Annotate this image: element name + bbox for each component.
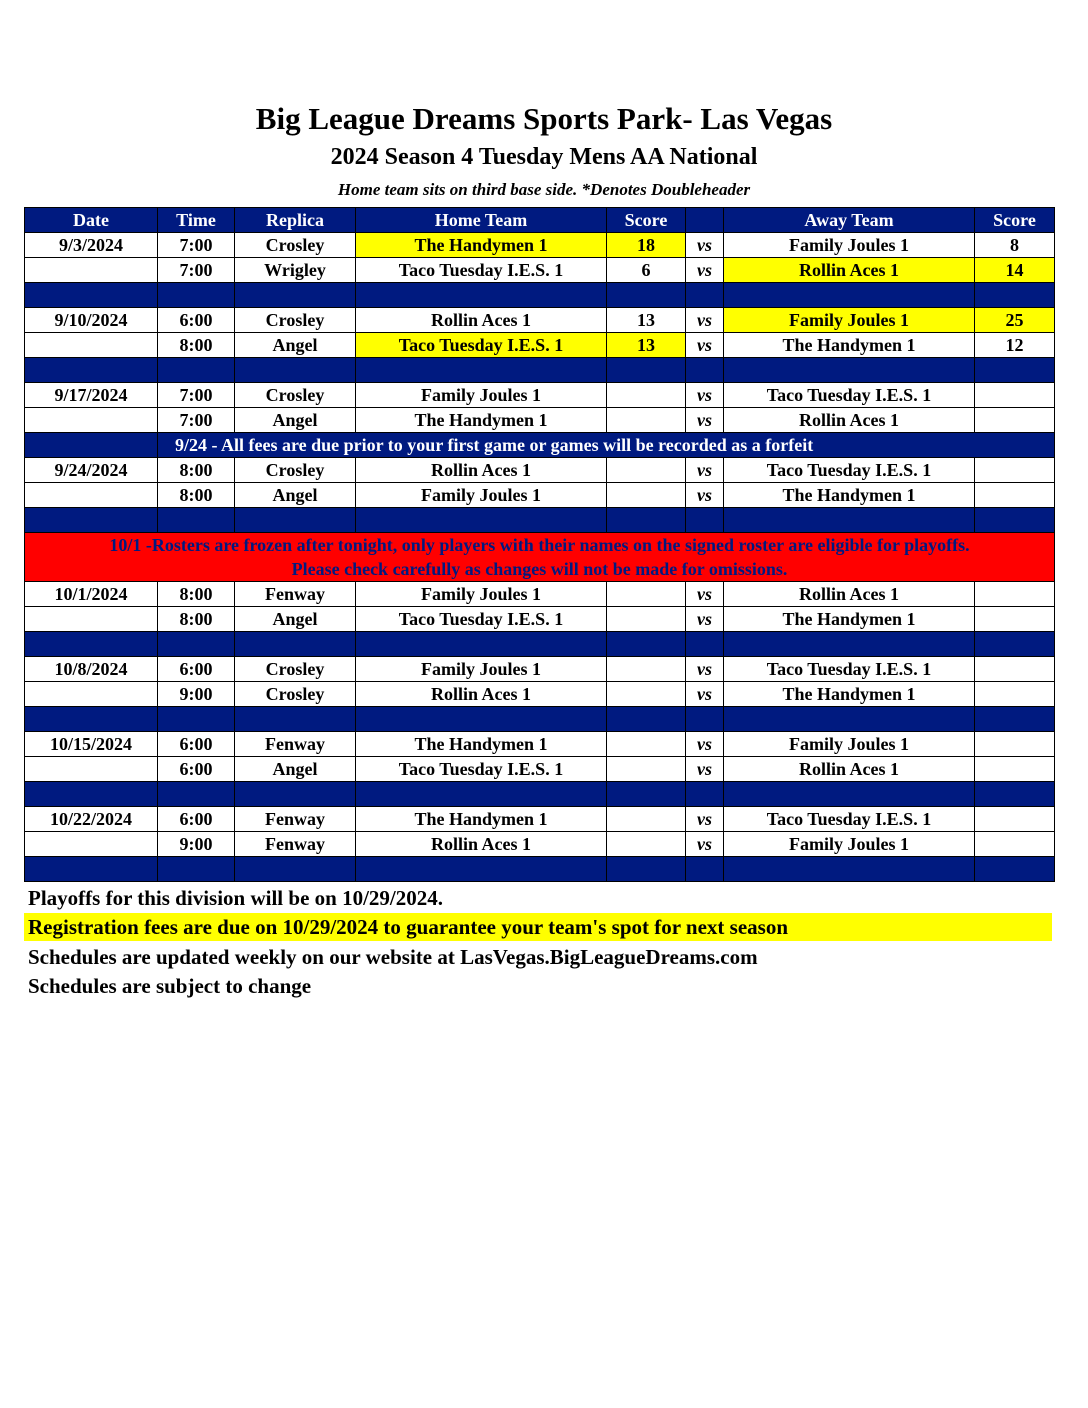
home-team-cell: Taco Tuesday I.E.S. 1 [356, 258, 607, 283]
vs-cell: vs [686, 807, 724, 832]
home-team-cell: Family Joules 1 [356, 383, 607, 408]
vs-cell: vs [686, 383, 724, 408]
table-row [25, 458, 1055, 483]
home-score-cell [607, 732, 686, 757]
separator-cell [25, 632, 158, 657]
away-score-cell: 25 [975, 308, 1055, 333]
replica-cell: Angel [235, 757, 356, 782]
table-row [25, 483, 1055, 508]
time-cell: 7:00 [158, 233, 235, 258]
separator-cell [724, 283, 975, 308]
separator-cell [158, 358, 235, 383]
home-score-cell [607, 682, 686, 707]
separator-cell [975, 782, 1055, 807]
date-cell: 10/22/2024 [25, 807, 158, 832]
away-team-cell: The Handymen 1 [724, 607, 975, 632]
date-cell [25, 832, 158, 857]
separator-cell [686, 508, 724, 533]
separator-cell [607, 782, 686, 807]
replica-cell: Fenway [235, 807, 356, 832]
table-row [25, 657, 1055, 682]
home-team-cell: The Handymen 1 [356, 233, 607, 258]
replica-cell: Crosley [235, 233, 356, 258]
schedule-table [24, 207, 1055, 882]
date-cell: 9/3/2024 [25, 233, 158, 258]
separator-cell [607, 632, 686, 657]
page-title: Big League Dreams Sports Park- Las Vegas [255, 101, 833, 136]
separator-cell [25, 508, 158, 533]
away-team-cell: Family Joules 1 [724, 308, 975, 333]
separator-cell [686, 632, 724, 657]
date-cell: 10/1/2024 [25, 582, 158, 607]
table-row [25, 233, 1055, 258]
replica-cell: Fenway [235, 732, 356, 757]
separator-cell [686, 857, 724, 882]
table-row [25, 757, 1055, 782]
time-cell: 8:00 [158, 333, 235, 358]
away-team-cell: The Handymen 1 [724, 483, 975, 508]
replica-cell: Crosley [235, 308, 356, 333]
separator-cell [25, 283, 158, 308]
away-team-cell: Rollin Aces 1 [724, 408, 975, 433]
separator-row [25, 632, 1055, 657]
vs-cell: vs [686, 657, 724, 682]
separator-cell [235, 857, 356, 882]
separator-cell [25, 358, 158, 383]
separator-cell [235, 782, 356, 807]
table-row [25, 832, 1055, 857]
roster-alert-text: 10/1 -Rosters are frozen after tonight, only players with their names on the signed roster are eligible for playoffs. [25, 533, 1055, 558]
separator-row [25, 283, 1055, 308]
home-score-cell: 13 [607, 308, 686, 333]
vs-cell: vs [686, 308, 724, 333]
replica-cell: Crosley [235, 383, 356, 408]
separator-cell [607, 358, 686, 383]
separator-cell [158, 632, 235, 657]
table-row [25, 607, 1055, 632]
replica-cell: Crosley [235, 458, 356, 483]
roster-alert-text: Please check carefully as changes will not be made for omissions. [25, 557, 1055, 582]
home-score-cell [607, 607, 686, 632]
separator-cell [724, 782, 975, 807]
separator-cell [25, 782, 158, 807]
separator-cell [686, 707, 724, 732]
away-score-cell [975, 607, 1055, 632]
home-score-cell [607, 657, 686, 682]
away-team-cell: Taco Tuesday I.E.S. 1 [724, 458, 975, 483]
away-team-cell: The Handymen 1 [724, 333, 975, 358]
table-row [25, 408, 1055, 433]
time-cell: 9:00 [158, 682, 235, 707]
separator-cell [356, 358, 607, 383]
registration-note: Registration fees are due on 10/29/2024 to guarantee your team's spot for next season [24, 913, 1052, 941]
vs-cell: vs [686, 483, 724, 508]
separator-cell [686, 283, 724, 308]
roster-alert-row [25, 557, 1055, 582]
vs-cell: vs [686, 607, 724, 632]
away-team-cell: Taco Tuesday I.E.S. 1 [724, 807, 975, 832]
away-score-cell [975, 458, 1055, 483]
away-team-cell: Taco Tuesday I.E.S. 1 [724, 383, 975, 408]
date-cell [25, 607, 158, 632]
separator-cell [724, 857, 975, 882]
home-team-cell: Rollin Aces 1 [356, 832, 607, 857]
away-team-cell: Family Joules 1 [724, 732, 975, 757]
time-cell: 6:00 [158, 757, 235, 782]
separator-cell [975, 283, 1055, 308]
schedule-body [25, 233, 1055, 882]
home-team-cell: Taco Tuesday I.E.S. 1 [356, 757, 607, 782]
date-cell: 10/15/2024 [25, 732, 158, 757]
home-team-cell: The Handymen 1 [356, 807, 607, 832]
separator-cell [158, 707, 235, 732]
replica-cell: Angel [235, 483, 356, 508]
home-team-cell: The Handymen 1 [356, 408, 607, 433]
home-team-cell: Rollin Aces 1 [356, 458, 607, 483]
home-team-cell: The Handymen 1 [356, 732, 607, 757]
home-score-cell [607, 483, 686, 508]
time-cell: 9:00 [158, 832, 235, 857]
separator-cell [975, 508, 1055, 533]
separator-cell [975, 707, 1055, 732]
table-header-row [25, 208, 1055, 233]
time-cell: 6:00 [158, 732, 235, 757]
separator-cell [25, 707, 158, 732]
home-team-cell: Taco Tuesday I.E.S. 1 [356, 607, 607, 632]
away-score-cell [975, 682, 1055, 707]
home-score-cell: 18 [607, 233, 686, 258]
table-row [25, 682, 1055, 707]
col-header-away-team: Away Team [724, 208, 975, 233]
separator-cell [235, 707, 356, 732]
separator-cell [235, 632, 356, 657]
separator-row [25, 857, 1055, 882]
separator-row [25, 508, 1055, 533]
away-team-cell: The Handymen 1 [724, 682, 975, 707]
separator-cell [235, 358, 356, 383]
time-cell: 7:00 [158, 383, 235, 408]
away-score-cell [975, 408, 1055, 433]
time-cell: 8:00 [158, 582, 235, 607]
vs-cell: vs [686, 233, 724, 258]
col-header-away-score: Score [975, 208, 1055, 233]
table-row [25, 333, 1055, 358]
home-score-cell [607, 807, 686, 832]
separator-cell [724, 707, 975, 732]
separator-cell [356, 632, 607, 657]
col-header-time: Time [158, 208, 235, 233]
away-score-cell [975, 732, 1055, 757]
fees-notice-text: 9/24 - All fees are due prior to your first game or games will be recorded as a forfeit [158, 433, 1055, 458]
page-note: Home team sits on third base side. *Denotes Doubleheader [337, 180, 751, 199]
home-team-cell: Taco Tuesday I.E.S. 1 [356, 333, 607, 358]
date-cell [25, 258, 158, 283]
date-cell: 9/24/2024 [25, 458, 158, 483]
separator-row [25, 782, 1055, 807]
table-row [25, 258, 1055, 283]
replica-cell: Angel [235, 333, 356, 358]
date-cell [25, 682, 158, 707]
replica-cell: Crosley [235, 657, 356, 682]
vs-cell: vs [686, 732, 724, 757]
home-team-cell: Family Joules 1 [356, 483, 607, 508]
replica-cell: Angel [235, 408, 356, 433]
table-row [25, 807, 1055, 832]
replica-cell: Angel [235, 607, 356, 632]
vs-cell: vs [686, 682, 724, 707]
col-header-replica: Replica [235, 208, 356, 233]
away-score-cell [975, 757, 1055, 782]
home-team-cell: Family Joules 1 [356, 657, 607, 682]
separator-cell [158, 283, 235, 308]
time-cell: 8:00 [158, 458, 235, 483]
away-team-cell: Rollin Aces 1 [724, 258, 975, 283]
time-cell: 7:00 [158, 408, 235, 433]
away-score-cell: 8 [975, 233, 1055, 258]
date-cell: 9/10/2024 [25, 308, 158, 333]
table-row [25, 582, 1055, 607]
page-subtitle: 2024 Season 4 Tuesday Mens AA National [330, 144, 758, 170]
website-note: Schedules are updated weekly on our website at LasVegas.BigLeagueDreams.com [28, 945, 758, 969]
home-score-cell [607, 832, 686, 857]
separator-cell [356, 857, 607, 882]
home-score-cell [607, 383, 686, 408]
separator-cell [975, 358, 1055, 383]
separator-cell [356, 283, 607, 308]
separator-cell [975, 632, 1055, 657]
vs-cell: vs [686, 408, 724, 433]
separator-cell [607, 508, 686, 533]
home-score-cell: 13 [607, 333, 686, 358]
date-cell [25, 757, 158, 782]
col-header-vs [686, 208, 724, 233]
date-cell: 10/8/2024 [25, 657, 158, 682]
home-score-cell [607, 408, 686, 433]
away-score-cell [975, 582, 1055, 607]
vs-cell: vs [686, 757, 724, 782]
time-cell: 7:00 [158, 258, 235, 283]
separator-cell [686, 358, 724, 383]
vs-cell: vs [686, 832, 724, 857]
separator-cell [975, 857, 1055, 882]
col-header-home-team: Home Team [356, 208, 607, 233]
separator-cell [158, 857, 235, 882]
replica-cell: Fenway [235, 582, 356, 607]
home-team-cell: Rollin Aces 1 [356, 308, 607, 333]
date-cell [25, 408, 158, 433]
separator-cell [356, 707, 607, 732]
away-team-cell: Family Joules 1 [724, 233, 975, 258]
home-score-cell [607, 458, 686, 483]
separator-cell [724, 632, 975, 657]
separator-row [25, 707, 1055, 732]
away-score-cell: 14 [975, 258, 1055, 283]
time-cell: 8:00 [158, 483, 235, 508]
date-cell: 9/17/2024 [25, 383, 158, 408]
separator-cell [607, 857, 686, 882]
away-score-cell [975, 832, 1055, 857]
time-cell: 6:00 [158, 807, 235, 832]
vs-cell: vs [686, 333, 724, 358]
time-cell: 6:00 [158, 657, 235, 682]
away-score-cell: 12 [975, 333, 1055, 358]
away-score-cell [975, 483, 1055, 508]
table-row [25, 383, 1055, 408]
home-score-cell [607, 757, 686, 782]
separator-cell [25, 857, 158, 882]
away-score-cell [975, 657, 1055, 682]
separator-cell [158, 508, 235, 533]
replica-cell: Crosley [235, 682, 356, 707]
vs-cell: vs [686, 582, 724, 607]
away-team-cell: Taco Tuesday I.E.S. 1 [724, 657, 975, 682]
col-header-home-score: Score [607, 208, 686, 233]
away-score-cell [975, 807, 1055, 832]
separator-cell [356, 508, 607, 533]
separator-row [25, 358, 1055, 383]
vs-cell: vs [686, 458, 724, 483]
col-header-date: Date [25, 208, 158, 233]
date-cell [25, 483, 158, 508]
separator-cell [686, 782, 724, 807]
away-score-cell [975, 383, 1055, 408]
playoffs-note: Playoffs for this division will be on 10/29/2024. [28, 886, 443, 910]
separator-cell [235, 283, 356, 308]
separator-cell [235, 508, 356, 533]
table-row [25, 308, 1055, 333]
home-score-cell: 6 [607, 258, 686, 283]
home-score-cell [607, 582, 686, 607]
separator-cell [158, 782, 235, 807]
subject-to-change-note: Schedules are subject to change [28, 974, 312, 998]
separator-cell [607, 283, 686, 308]
away-team-cell: Rollin Aces 1 [724, 757, 975, 782]
home-team-cell: Family Joules 1 [356, 582, 607, 607]
date-cell [25, 333, 158, 358]
replica-cell: Wrigley [235, 258, 356, 283]
roster-alert-row [25, 533, 1055, 558]
separator-cell [356, 782, 607, 807]
home-team-cell: Rollin Aces 1 [356, 682, 607, 707]
replica-cell: Fenway [235, 832, 356, 857]
separator-cell [724, 508, 975, 533]
time-cell: 6:00 [158, 308, 235, 333]
table-row [25, 732, 1055, 757]
away-team-cell: Rollin Aces 1 [724, 582, 975, 607]
fees-notice-row [25, 433, 1055, 458]
notice-spacer-cell [25, 433, 158, 458]
separator-cell [607, 707, 686, 732]
vs-cell: vs [686, 258, 724, 283]
time-cell: 8:00 [158, 607, 235, 632]
separator-cell [724, 358, 975, 383]
away-team-cell: Family Joules 1 [724, 832, 975, 857]
